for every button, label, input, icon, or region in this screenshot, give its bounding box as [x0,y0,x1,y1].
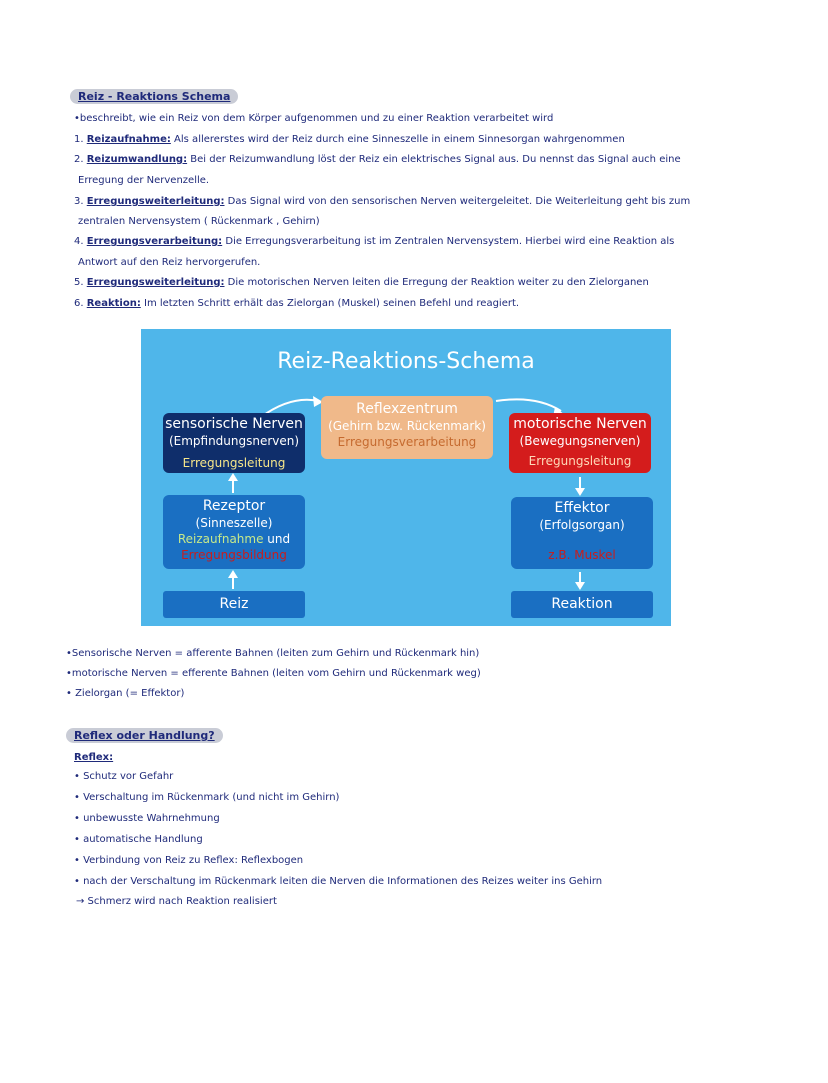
reflex-subheading: Reflex: [74,752,114,763]
reaction-label: Reaktion [551,596,613,612]
step-text: Die motorischen Nerven leiten die Erregung der Reaktion weiter zu den Zielorganen [224,277,649,288]
step-term: Erregungsweiterleitung: [86,196,225,207]
receptor-process-2: Erregungsbildung [181,548,287,562]
step-number: 3. [74,196,84,207]
step-number: 2. [74,154,84,165]
stimulus-box [163,591,305,618]
section-heading-reiz-reaktions-schema: Reiz - Reaktions Schema [70,89,238,104]
arrow-head [575,582,585,590]
step-2-continued: Erregung der Nervenzelle. [78,175,210,186]
effector-sub: (Erfolgsorgan) [539,518,625,532]
step-number: 4. [74,236,84,247]
reflex-item: • Verbindung von Reiz zu Reflex: Reflexbogen [74,855,304,866]
arrow-reflex-to-motor [496,399,561,411]
step-number: 5. [74,277,84,288]
reflex-item: • automatische Handlung [74,834,203,845]
step-4-continued: Antwort auf den Reiz hervorgerufen. [78,257,261,268]
arrow-head [228,570,238,578]
reflex-process: Erregungsverarbeitung [337,435,477,449]
intro-line: •beschreibt, wie ein Reiz von dem Körper aufgenommen und zu einer Reaktion verarbeitet wird [74,113,554,124]
step-term: Reizaufnahme: [86,134,171,145]
diagram-title: Reiz-Reaktions-Schema [277,349,535,374]
note-motor: •motorische Nerven = efferente Bahnen (leiten vom Gehirn und Rückenmark weg) [66,668,481,679]
reflex-item: • unbewusste Wahrnehmung [74,813,220,824]
receptor-sub: (Sinneszelle) [195,516,273,530]
stimulus-label: Reiz [219,596,249,612]
motor-sub: (Bewegungsnerven) [519,434,641,448]
motor-title: motorische Nerven [513,416,647,432]
note-sensory: •Sensorische Nerven = afferente Bahnen (leiten zum Gehirn und Rückenmark hin) [66,648,480,659]
arrow-head [575,488,585,496]
step-5 [74,277,649,288]
effector-example: z.B. Muskel [548,548,616,562]
step-1 [74,134,625,145]
motor-process: Erregungsleitung [528,454,632,468]
note-target-organ: • Zielorgan (= Effektor) [66,688,185,699]
step-number: 1. [74,134,84,145]
reflex-item: • Schutz vor Gefahr [74,771,174,782]
sensory-sub: (Empfindungsnerven) [168,434,300,448]
step-text: Als allererstes wird der Reiz durch eine Sinneszelle in einem Sinnesorgan wahrgenommen [170,134,625,145]
receptor-title: Rezeptor [202,498,266,514]
reflex-center-box [321,396,493,459]
arrow-head [228,473,238,481]
motor-nerves-box [509,413,651,473]
step-2 [74,154,681,165]
step-text: Im letzten Schritt erhält das Zielorgan (Muskel) seinen Befehl und reagiert. [140,298,520,309]
step-3-continued: zentralen Nervensystem ( Rückenmark , Gehirn) [78,216,320,227]
step-term: Erregungsweiterleitung: [86,277,225,288]
step-text: Bei der Reizumwandlung löst der Reiz ein elektrisches Signal aus. Du nennst das Signal auch eine [187,154,681,165]
step-4 [74,236,674,247]
step-term: Erregungsverarbeitung: [86,236,223,247]
step-number: 6. [74,298,84,309]
reaction-box [511,591,653,618]
reflex-sub: (Gehirn bzw. Rückenmark) [328,419,486,433]
reflex-title: Reflexzentrum [356,401,458,417]
sensory-nerves-box [163,413,305,473]
section-heading-reflex-oder-handlung: Reflex oder Handlung? [66,728,223,743]
receptor-process-a: Reizaufnahme [177,532,264,546]
step-text: Die Erregungsverarbeitung ist im Zentralen Nervensystem. Hierbei wird eine Reaktion als [222,236,675,247]
effector-box [511,497,653,569]
reflex-item: • nach der Verschaltung im Rückenmark leiten die Nerven die Informationen des Reizes weiter ins Gehirn [74,876,603,887]
effector-title: Effektor [554,500,610,516]
step-6 [74,298,519,309]
receptor-process [163,531,305,547]
sensory-title: sensorische Nerven [165,416,303,432]
reflex-item: • Verschaltung im Rückenmark (und nicht im Gehirn) [74,792,340,803]
step-text: Das Signal wird von den sensorischen Nerven weitergeleitet. Die Weiterleitung geht bis zum [224,196,691,207]
reiz-reaktions-diagram [141,329,671,626]
receptor-box [163,495,305,569]
step-term: Reaktion: [86,298,141,309]
receptor-process-b: und [263,532,291,546]
sensory-process: Erregungsleitung [182,456,286,470]
step-3 [74,196,690,207]
step-term: Reizumwandlung: [86,154,188,165]
reflex-conclusion: → Schmerz wird nach Reaktion realisiert [76,896,277,907]
